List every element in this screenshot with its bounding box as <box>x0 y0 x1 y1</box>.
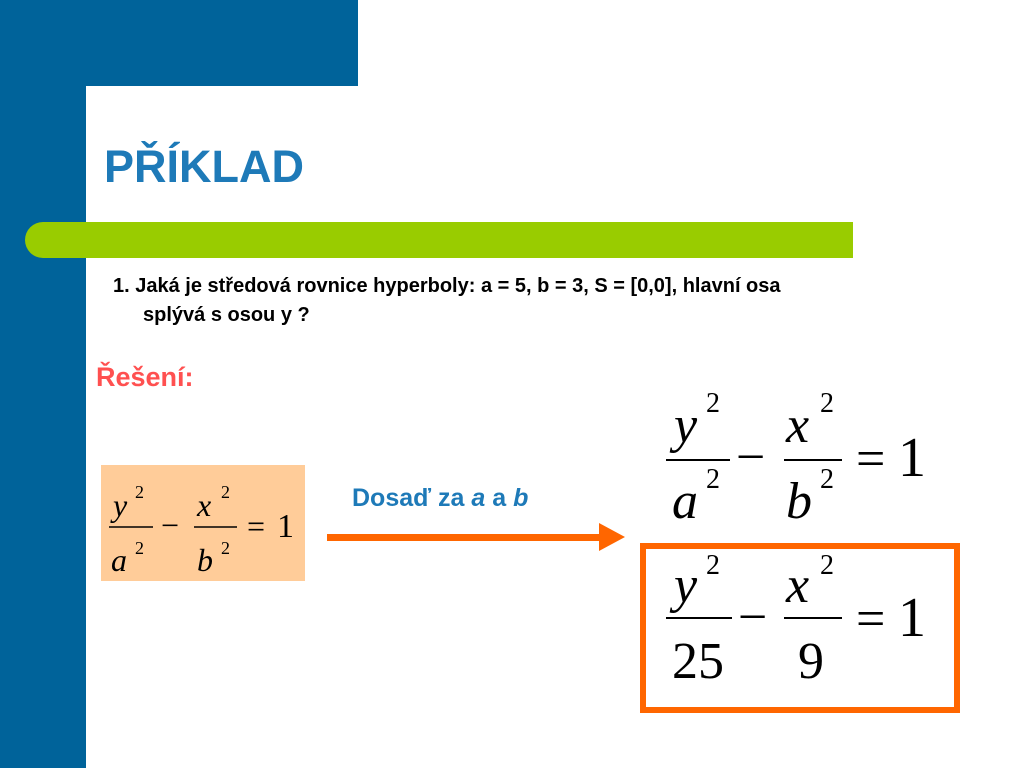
substitute-caption <box>352 484 528 513</box>
numerator-x: x <box>786 397 810 454</box>
substitute-var-b: b <box>513 484 529 512</box>
denominator-b: b <box>786 473 812 530</box>
slide-title: PŘÍKLAD <box>104 141 304 192</box>
numerator-x: x <box>786 557 810 614</box>
substitute-prefix: Dosaď za <box>352 484 472 512</box>
denominator-a: a <box>111 542 127 578</box>
top-header-bar <box>0 0 358 86</box>
general-formula-box <box>101 465 305 581</box>
minus-sign: − <box>738 589 768 646</box>
exponent: 2 <box>706 550 720 581</box>
rhs-one: 1 <box>898 587 926 649</box>
substitute-var-a: a <box>471 484 486 512</box>
denominator-b: b <box>197 542 213 578</box>
exponent: 2 <box>221 482 230 502</box>
denominator-25: 25 <box>672 633 724 690</box>
solution-label: Řešení: <box>96 362 194 392</box>
exponent: 2 <box>820 464 834 495</box>
equals-sign: = <box>247 508 266 544</box>
general-equation-large <box>660 380 960 530</box>
general-equation-small <box>101 465 305 581</box>
exponent: 2 <box>820 388 834 419</box>
rhs-one: 1 <box>898 427 926 489</box>
arrow-head <box>599 523 625 551</box>
minus-sign: − <box>161 507 180 543</box>
title-underline-bar <box>25 222 853 258</box>
numerator-x: x <box>197 487 212 523</box>
numerator-y: y <box>674 397 698 454</box>
denominator-a: a <box>672 473 698 530</box>
exponent: 2 <box>221 538 230 558</box>
numerator-y: y <box>113 487 128 523</box>
exponent: 2 <box>820 550 834 581</box>
rhs-one: 1 <box>277 508 294 545</box>
left-sidebar-bar <box>0 0 86 768</box>
equals-sign: = <box>856 431 886 488</box>
exponent: 2 <box>135 538 144 558</box>
problem-line-1: 1. Jaká je středová rovnice hyperboly: a = 5, b = 3, S = [0,0], hlavní osa <box>113 275 781 297</box>
result-equation <box>660 546 960 696</box>
content-corner <box>86 86 146 146</box>
substitute-middle: a <box>485 484 514 512</box>
equals-sign: = <box>856 591 886 648</box>
exponent: 2 <box>706 388 720 419</box>
exponent: 2 <box>135 482 144 502</box>
minus-sign: − <box>736 429 766 486</box>
arrow-shaft <box>327 534 601 541</box>
exponent: 2 <box>706 464 720 495</box>
problem-statement <box>113 272 993 330</box>
problem-line-2: splývá s osou y ? <box>143 304 310 326</box>
denominator-9: 9 <box>798 633 824 690</box>
numerator-y: y <box>674 557 698 614</box>
